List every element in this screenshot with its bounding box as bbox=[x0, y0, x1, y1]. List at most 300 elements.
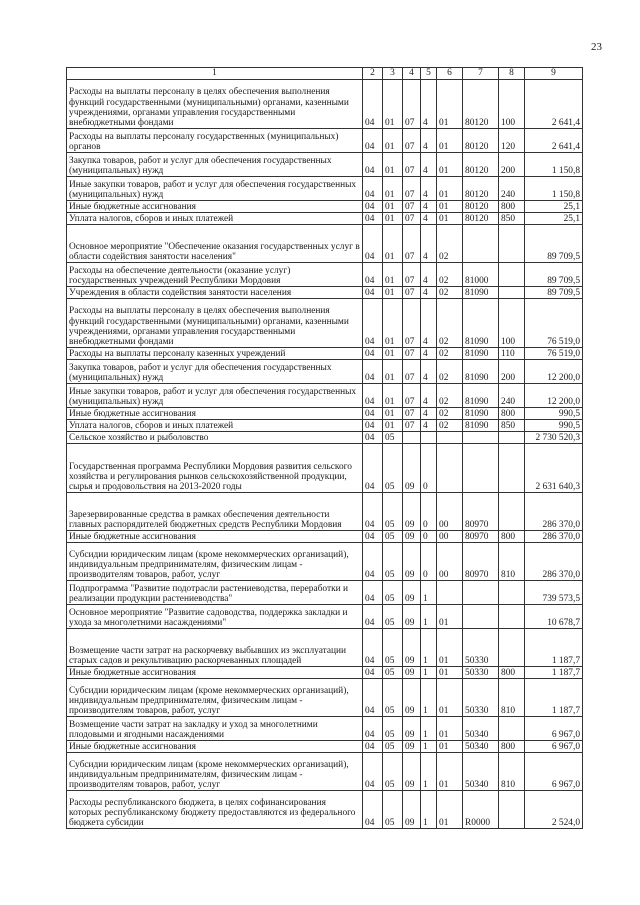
code-cell-2: 04 bbox=[363, 543, 383, 581]
code-cell-4: 07 bbox=[403, 225, 421, 263]
code-cell-4: 07 bbox=[403, 360, 421, 384]
row-name-cell: Сельское хозяйство и рыболовство bbox=[67, 432, 363, 444]
code-cell-5: 4 bbox=[421, 153, 437, 177]
amount-cell: 89 709,5 bbox=[525, 263, 583, 287]
code-cell-3: 05 bbox=[383, 543, 403, 581]
code-cell-6: 02 bbox=[437, 287, 463, 299]
code-cell-2: 04 bbox=[363, 531, 383, 543]
amount-cell: 25,1 bbox=[525, 213, 583, 225]
code-cell-5: 4 bbox=[421, 129, 437, 153]
code-cell-5: 1 bbox=[421, 605, 437, 629]
row-name-cell: Расходы республиканского бюджета, в целях софинансирования которых республиканскому бюджету предоставляются из федерального бюджета субсидии bbox=[67, 791, 363, 829]
code-cell-4: 09 bbox=[403, 791, 421, 829]
code-cell-6: 01 bbox=[437, 80, 463, 129]
code-cell-7: 50330 bbox=[463, 629, 499, 667]
code-cell-4: 09 bbox=[403, 629, 421, 667]
code-cell-4: 09 bbox=[403, 679, 421, 717]
code-cell-3: 01 bbox=[383, 348, 403, 360]
amount-cell: 89 709,5 bbox=[525, 287, 583, 299]
code-cell-2: 04 bbox=[363, 384, 383, 408]
code-cell-2: 04 bbox=[363, 213, 383, 225]
row-name-cell: Иные бюджетные ассигнования bbox=[67, 741, 363, 753]
table-row bbox=[67, 741, 583, 753]
code-cell-5: 1 bbox=[421, 667, 437, 679]
code-cell-6: 01 bbox=[437, 791, 463, 829]
table-header-row bbox=[67, 68, 583, 80]
code-cell-5: 4 bbox=[421, 348, 437, 360]
column-header: 9 bbox=[525, 68, 583, 80]
row-name-cell: Зарезервированные средства в рамках обеспечения деятельности главных распорядителей бюджетных средств Республики Мордовия bbox=[67, 493, 363, 531]
amount-cell: 1 187,7 bbox=[525, 667, 583, 679]
row-name-cell: Учреждения в области содействия занятости населения bbox=[67, 287, 363, 299]
code-cell-3: 01 bbox=[383, 408, 403, 420]
code-cell-6: 00 bbox=[437, 493, 463, 531]
code-cell-8 bbox=[499, 791, 525, 829]
table-row bbox=[67, 201, 583, 213]
code-cell-5: 4 bbox=[421, 80, 437, 129]
amount-cell: 1 150,8 bbox=[525, 153, 583, 177]
code-cell-2: 04 bbox=[363, 493, 383, 531]
code-cell-4: 07 bbox=[403, 348, 421, 360]
code-cell-6: 01 bbox=[437, 667, 463, 679]
code-cell-4: 09 bbox=[403, 741, 421, 753]
code-cell-5: 4 bbox=[421, 360, 437, 384]
code-cell-8 bbox=[499, 717, 525, 741]
code-cell-3: 01 bbox=[383, 177, 403, 201]
row-name-cell: Возмещение части затрат на раскорчевку выбывших из эксплуатации старых садов и рекультивацию раскорчеванных площадей bbox=[67, 629, 363, 667]
code-cell-6: 02 bbox=[437, 225, 463, 263]
code-cell-3: 01 bbox=[383, 420, 403, 432]
code-cell-7: 80120 bbox=[463, 153, 499, 177]
code-cell-3: 01 bbox=[383, 263, 403, 287]
code-cell-3: 01 bbox=[383, 299, 403, 348]
code-cell-8 bbox=[499, 225, 525, 263]
code-cell-8: 200 bbox=[499, 153, 525, 177]
code-cell-5: 4 bbox=[421, 177, 437, 201]
code-cell-8 bbox=[499, 287, 525, 299]
code-cell-5: 4 bbox=[421, 384, 437, 408]
table-row bbox=[67, 531, 583, 543]
code-cell-8: 100 bbox=[499, 299, 525, 348]
row-name-cell: Иные бюджетные ассигнования bbox=[67, 667, 363, 679]
code-cell-2: 04 bbox=[363, 287, 383, 299]
code-cell-2: 04 bbox=[363, 225, 383, 263]
table-row bbox=[67, 299, 583, 348]
table-row bbox=[67, 408, 583, 420]
code-cell-6: 02 bbox=[437, 408, 463, 420]
code-cell-3: 05 bbox=[383, 444, 403, 493]
code-cell-5: 4 bbox=[421, 420, 437, 432]
code-cell-4: 07 bbox=[403, 287, 421, 299]
column-header: 3 bbox=[383, 68, 403, 80]
code-cell-4: 09 bbox=[403, 753, 421, 791]
code-cell-6: 01 bbox=[437, 717, 463, 741]
code-cell-2: 04 bbox=[363, 177, 383, 201]
code-cell-5: 1 bbox=[421, 753, 437, 791]
code-cell-4: 07 bbox=[403, 384, 421, 408]
code-cell-6: 01 bbox=[437, 153, 463, 177]
code-cell-3: 01 bbox=[383, 287, 403, 299]
code-cell-5: 1 bbox=[421, 741, 437, 753]
code-cell-3: 05 bbox=[383, 791, 403, 829]
amount-cell: 990,5 bbox=[525, 420, 583, 432]
code-cell-7: 50340 bbox=[463, 753, 499, 791]
column-header: 6 bbox=[437, 68, 463, 80]
code-cell-4: 07 bbox=[403, 129, 421, 153]
code-cell-4: 07 bbox=[403, 177, 421, 201]
amount-cell: 2 641,4 bbox=[525, 80, 583, 129]
code-cell-7: 80120 bbox=[463, 129, 499, 153]
table-row bbox=[67, 225, 583, 263]
row-name-cell: Уплата налогов, сборов и иных платежей bbox=[67, 213, 363, 225]
code-cell-2: 04 bbox=[363, 299, 383, 348]
table-row bbox=[67, 543, 583, 581]
code-cell-6: 01 bbox=[437, 177, 463, 201]
table-row bbox=[67, 679, 583, 717]
code-cell-2: 04 bbox=[363, 717, 383, 741]
amount-cell: 286 370,0 bbox=[525, 531, 583, 543]
code-cell-2: 04 bbox=[363, 420, 383, 432]
code-cell-6: 01 bbox=[437, 629, 463, 667]
code-cell-7: R0000 bbox=[463, 791, 499, 829]
amount-cell: 12 200,0 bbox=[525, 384, 583, 408]
code-cell-4: 07 bbox=[403, 201, 421, 213]
code-cell-7: 80970 bbox=[463, 531, 499, 543]
table-row bbox=[67, 287, 583, 299]
table-row bbox=[67, 753, 583, 791]
row-name-cell: Закупка товаров, работ и услуг для обеспечения государственных (муниципальных) нужд bbox=[67, 153, 363, 177]
code-cell-6 bbox=[437, 444, 463, 493]
amount-cell: 286 370,0 bbox=[525, 493, 583, 531]
code-cell-6: 02 bbox=[437, 348, 463, 360]
row-name-cell: Расходы на выплаты персоналу в целях обеспечения выполнения функций государственными (муниципальными) органами, казенными учреждениями, органами управления государственными внебюджетными фондами bbox=[67, 299, 363, 348]
code-cell-3: 05 bbox=[383, 717, 403, 741]
amount-cell: 1 187,7 bbox=[525, 629, 583, 667]
code-cell-3: 01 bbox=[383, 153, 403, 177]
code-cell-6: 00 bbox=[437, 531, 463, 543]
row-name-cell: Субсидии юридическим лицам (кроме некоммерческих организаций), индивидуальным предпринимателям, физическим лицам - производителям товаров, работ, услуг bbox=[67, 543, 363, 581]
column-header: 5 bbox=[421, 68, 437, 80]
code-cell-2: 04 bbox=[363, 629, 383, 667]
code-cell-7: 50330 bbox=[463, 679, 499, 717]
code-cell-3: 01 bbox=[383, 360, 403, 384]
code-cell-6: 01 bbox=[437, 679, 463, 717]
code-cell-8 bbox=[499, 444, 525, 493]
code-cell-5: 4 bbox=[421, 408, 437, 420]
row-name-cell: Основное мероприятие "Обеспечение оказания государственных услуг в области содействия занятости населения" bbox=[67, 225, 363, 263]
table-row bbox=[67, 129, 583, 153]
code-cell-8: 120 bbox=[499, 129, 525, 153]
table-row bbox=[67, 360, 583, 384]
code-cell-7: 81090 bbox=[463, 299, 499, 348]
code-cell-5: 4 bbox=[421, 299, 437, 348]
code-cell-3: 01 bbox=[383, 201, 403, 213]
amount-cell: 89 709,5 bbox=[525, 225, 583, 263]
code-cell-2: 04 bbox=[363, 753, 383, 791]
amount-cell: 990,5 bbox=[525, 408, 583, 420]
code-cell-6: 02 bbox=[437, 299, 463, 348]
code-cell-4: 09 bbox=[403, 493, 421, 531]
amount-cell: 2 631 640,3 bbox=[525, 444, 583, 493]
table-row bbox=[67, 717, 583, 741]
table-row bbox=[67, 384, 583, 408]
table-row bbox=[67, 791, 583, 829]
code-cell-8: 800 bbox=[499, 408, 525, 420]
code-cell-3: 05 bbox=[383, 753, 403, 791]
code-cell-8: 200 bbox=[499, 360, 525, 384]
table-row bbox=[67, 80, 583, 129]
code-cell-6: 01 bbox=[437, 129, 463, 153]
code-cell-8: 850 bbox=[499, 420, 525, 432]
row-name-cell: Субсидии юридическим лицам (кроме некоммерческих организаций), индивидуальным предпринимателям, физическим лицам - производителям товаров, работ, услуг bbox=[67, 679, 363, 717]
code-cell-8: 850 bbox=[499, 213, 525, 225]
code-cell-7: 81090 bbox=[463, 384, 499, 408]
table-row bbox=[67, 444, 583, 493]
amount-cell: 739 573,5 bbox=[525, 581, 583, 605]
code-cell-5: 1 bbox=[421, 679, 437, 717]
code-cell-3: 05 bbox=[383, 493, 403, 531]
code-cell-7: 80120 bbox=[463, 213, 499, 225]
amount-cell: 6 967,0 bbox=[525, 753, 583, 791]
code-cell-5: 0 bbox=[421, 493, 437, 531]
code-cell-4: 09 bbox=[403, 605, 421, 629]
code-cell-8 bbox=[499, 605, 525, 629]
code-cell-2: 04 bbox=[363, 581, 383, 605]
code-cell-4: 07 bbox=[403, 299, 421, 348]
code-cell-3: 05 bbox=[383, 629, 403, 667]
code-cell-7: 81090 bbox=[463, 408, 499, 420]
table-body bbox=[67, 80, 583, 829]
code-cell-2: 04 bbox=[363, 667, 383, 679]
column-header: 1 bbox=[67, 68, 363, 80]
row-name-cell: Расходы на выплаты персоналу казенных учреждений bbox=[67, 348, 363, 360]
table-row bbox=[67, 348, 583, 360]
code-cell-4 bbox=[403, 432, 421, 444]
code-cell-8: 800 bbox=[499, 201, 525, 213]
code-cell-3: 05 bbox=[383, 432, 403, 444]
table-row bbox=[67, 213, 583, 225]
code-cell-5: 0 bbox=[421, 531, 437, 543]
code-cell-3: 01 bbox=[383, 80, 403, 129]
code-cell-5: 4 bbox=[421, 287, 437, 299]
row-name-cell: Подпрограмма "Развитие подотрасли растениеводства, переработки и реализации продукции растениеводства" bbox=[67, 581, 363, 605]
code-cell-2: 04 bbox=[363, 201, 383, 213]
code-cell-7: 80970 bbox=[463, 493, 499, 531]
code-cell-8: 110 bbox=[499, 348, 525, 360]
code-cell-2: 04 bbox=[363, 263, 383, 287]
table-row bbox=[67, 420, 583, 432]
code-cell-8 bbox=[499, 581, 525, 605]
code-cell-2: 04 bbox=[363, 679, 383, 717]
code-cell-7: 80120 bbox=[463, 177, 499, 201]
code-cell-7: 50340 bbox=[463, 717, 499, 741]
code-cell-8: 810 bbox=[499, 753, 525, 791]
code-cell-2: 04 bbox=[363, 444, 383, 493]
column-header: 7 bbox=[463, 68, 499, 80]
code-cell-6: 01 bbox=[437, 741, 463, 753]
code-cell-2: 04 bbox=[363, 348, 383, 360]
table-row bbox=[67, 493, 583, 531]
code-cell-6: 01 bbox=[437, 753, 463, 791]
code-cell-7 bbox=[463, 444, 499, 493]
code-cell-4: 07 bbox=[403, 80, 421, 129]
code-cell-2: 04 bbox=[363, 605, 383, 629]
amount-cell: 6 967,0 bbox=[525, 741, 583, 753]
code-cell-5: 0 bbox=[421, 444, 437, 493]
code-cell-3: 05 bbox=[383, 667, 403, 679]
amount-cell: 76 519,0 bbox=[525, 299, 583, 348]
code-cell-8: 800 bbox=[499, 741, 525, 753]
code-cell-2: 04 bbox=[363, 360, 383, 384]
code-cell-4: 07 bbox=[403, 420, 421, 432]
table-row bbox=[67, 667, 583, 679]
code-cell-7: 81090 bbox=[463, 287, 499, 299]
row-name-cell: Государственная программа Республики Мордовия развития сельского хозяйства и регулирования рынков сельскохозяйственной продукции, сырья и продовольствия на 2013-2020 годы bbox=[67, 444, 363, 493]
column-header: 2 bbox=[363, 68, 383, 80]
table-row bbox=[67, 432, 583, 444]
amount-cell: 1 187,7 bbox=[525, 679, 583, 717]
code-cell-7: 81090 bbox=[463, 348, 499, 360]
code-cell-6: 01 bbox=[437, 213, 463, 225]
code-cell-5: 1 bbox=[421, 717, 437, 741]
code-cell-4: 09 bbox=[403, 717, 421, 741]
row-name-cell: Субсидии юридическим лицам (кроме некоммерческих организаций), индивидуальным предпринимателям, физическим лицам - производителям товаров, работ, услуг bbox=[67, 753, 363, 791]
code-cell-6: 02 bbox=[437, 263, 463, 287]
row-name-cell: Уплата налогов, сборов и иных платежей bbox=[67, 420, 363, 432]
code-cell-7: 80970 bbox=[463, 543, 499, 581]
code-cell-2: 04 bbox=[363, 432, 383, 444]
column-header: 8 bbox=[499, 68, 525, 80]
code-cell-2: 04 bbox=[363, 408, 383, 420]
code-cell-8: 100 bbox=[499, 80, 525, 129]
code-cell-7: 80120 bbox=[463, 201, 499, 213]
code-cell-7: 81090 bbox=[463, 420, 499, 432]
code-cell-6: 02 bbox=[437, 420, 463, 432]
code-cell-8: 240 bbox=[499, 384, 525, 408]
code-cell-5: 4 bbox=[421, 201, 437, 213]
row-name-cell: Расходы на обеспечение деятельности (оказание услуг) государственных учреждений Республики Мордовия bbox=[67, 263, 363, 287]
code-cell-6: 00 bbox=[437, 543, 463, 581]
code-cell-3: 01 bbox=[383, 384, 403, 408]
amount-cell: 2 730 520,3 bbox=[525, 432, 583, 444]
code-cell-2: 04 bbox=[363, 791, 383, 829]
code-cell-4: 07 bbox=[403, 213, 421, 225]
column-header: 4 bbox=[403, 68, 421, 80]
code-cell-4: 09 bbox=[403, 581, 421, 605]
code-cell-2: 04 bbox=[363, 153, 383, 177]
code-cell-7: 50330 bbox=[463, 667, 499, 679]
code-cell-7 bbox=[463, 605, 499, 629]
code-cell-7 bbox=[463, 581, 499, 605]
code-cell-5: 1 bbox=[421, 581, 437, 605]
amount-cell: 10 678,7 bbox=[525, 605, 583, 629]
code-cell-6: 02 bbox=[437, 360, 463, 384]
code-cell-3: 01 bbox=[383, 225, 403, 263]
table-row bbox=[67, 263, 583, 287]
code-cell-8: 800 bbox=[499, 531, 525, 543]
code-cell-8 bbox=[499, 493, 525, 531]
code-cell-7: 50340 bbox=[463, 741, 499, 753]
table-row bbox=[67, 177, 583, 201]
code-cell-8 bbox=[499, 629, 525, 667]
code-cell-6: 01 bbox=[437, 605, 463, 629]
amount-cell: 286 370,0 bbox=[525, 543, 583, 581]
row-name-cell: Основное мероприятие "Развитие садоводства, поддержка закладки и ухода за многолетними насаждениями" bbox=[67, 605, 363, 629]
code-cell-5: 1 bbox=[421, 629, 437, 667]
code-cell-3: 01 bbox=[383, 129, 403, 153]
code-cell-2: 04 bbox=[363, 129, 383, 153]
amount-cell: 2 641,4 bbox=[525, 129, 583, 153]
code-cell-4: 07 bbox=[403, 408, 421, 420]
code-cell-8 bbox=[499, 432, 525, 444]
budget-table bbox=[66, 67, 583, 829]
code-cell-5 bbox=[421, 432, 437, 444]
row-name-cell: Иные бюджетные ассигнования bbox=[67, 408, 363, 420]
code-cell-5: 1 bbox=[421, 791, 437, 829]
code-cell-6: 02 bbox=[437, 384, 463, 408]
row-name-cell: Расходы на выплаты персоналу в целях обеспечения выполнения функций государственными (муниципальными) органами, казенными учреждениями, органами управления государственными внебюджетными фондами bbox=[67, 80, 363, 129]
row-name-cell: Расходы на выплаты персоналу государственных (муниципальных) органов bbox=[67, 129, 363, 153]
row-name-cell: Иные закупки товаров, работ и услуг для обеспечения государственных (муниципальных) нужд bbox=[67, 177, 363, 201]
code-cell-4: 07 bbox=[403, 263, 421, 287]
code-cell-4: 09 bbox=[403, 531, 421, 543]
table-row bbox=[67, 605, 583, 629]
table-row bbox=[67, 153, 583, 177]
code-cell-3: 05 bbox=[383, 741, 403, 753]
row-name-cell: Иные бюджетные ассигнования bbox=[67, 201, 363, 213]
code-cell-7: 80120 bbox=[463, 80, 499, 129]
code-cell-7: 81000 bbox=[463, 263, 499, 287]
amount-cell: 76 519,0 bbox=[525, 348, 583, 360]
page-number: 23 bbox=[591, 41, 602, 53]
code-cell-6 bbox=[437, 432, 463, 444]
code-cell-2: 04 bbox=[363, 80, 383, 129]
code-cell-4: 09 bbox=[403, 444, 421, 493]
code-cell-5: 4 bbox=[421, 213, 437, 225]
table-row bbox=[67, 629, 583, 667]
code-cell-4: 07 bbox=[403, 153, 421, 177]
code-cell-7: 81090 bbox=[463, 360, 499, 384]
amount-cell: 1 150,8 bbox=[525, 177, 583, 201]
code-cell-5: 0 bbox=[421, 543, 437, 581]
amount-cell: 25,1 bbox=[525, 201, 583, 213]
amount-cell: 12 200,0 bbox=[525, 360, 583, 384]
code-cell-8: 240 bbox=[499, 177, 525, 201]
row-name-cell: Возмещение части затрат на закладку и уход за многолетними плодовыми и ягодными насаждениями bbox=[67, 717, 363, 741]
code-cell-2: 04 bbox=[363, 741, 383, 753]
code-cell-8: 800 bbox=[499, 667, 525, 679]
code-cell-3: 05 bbox=[383, 679, 403, 717]
code-cell-3: 05 bbox=[383, 581, 403, 605]
row-name-cell: Иные бюджетные ассигнования bbox=[67, 531, 363, 543]
amount-cell: 6 967,0 bbox=[525, 717, 583, 741]
row-name-cell: Закупка товаров, работ и услуг для обеспечения государственных (муниципальных) нужд bbox=[67, 360, 363, 384]
code-cell-6 bbox=[437, 581, 463, 605]
code-cell-6: 01 bbox=[437, 201, 463, 213]
code-cell-3: 01 bbox=[383, 213, 403, 225]
code-cell-8 bbox=[499, 263, 525, 287]
row-name-cell: Иные закупки товаров, работ и услуг для обеспечения государственных (муниципальных) нужд bbox=[67, 384, 363, 408]
table-row bbox=[67, 581, 583, 605]
code-cell-5: 4 bbox=[421, 263, 437, 287]
code-cell-5: 4 bbox=[421, 225, 437, 263]
code-cell-4: 09 bbox=[403, 543, 421, 581]
amount-cell: 2 524,0 bbox=[525, 791, 583, 829]
code-cell-8: 810 bbox=[499, 679, 525, 717]
code-cell-7 bbox=[463, 225, 499, 263]
code-cell-3: 05 bbox=[383, 605, 403, 629]
code-cell-8: 810 bbox=[499, 543, 525, 581]
